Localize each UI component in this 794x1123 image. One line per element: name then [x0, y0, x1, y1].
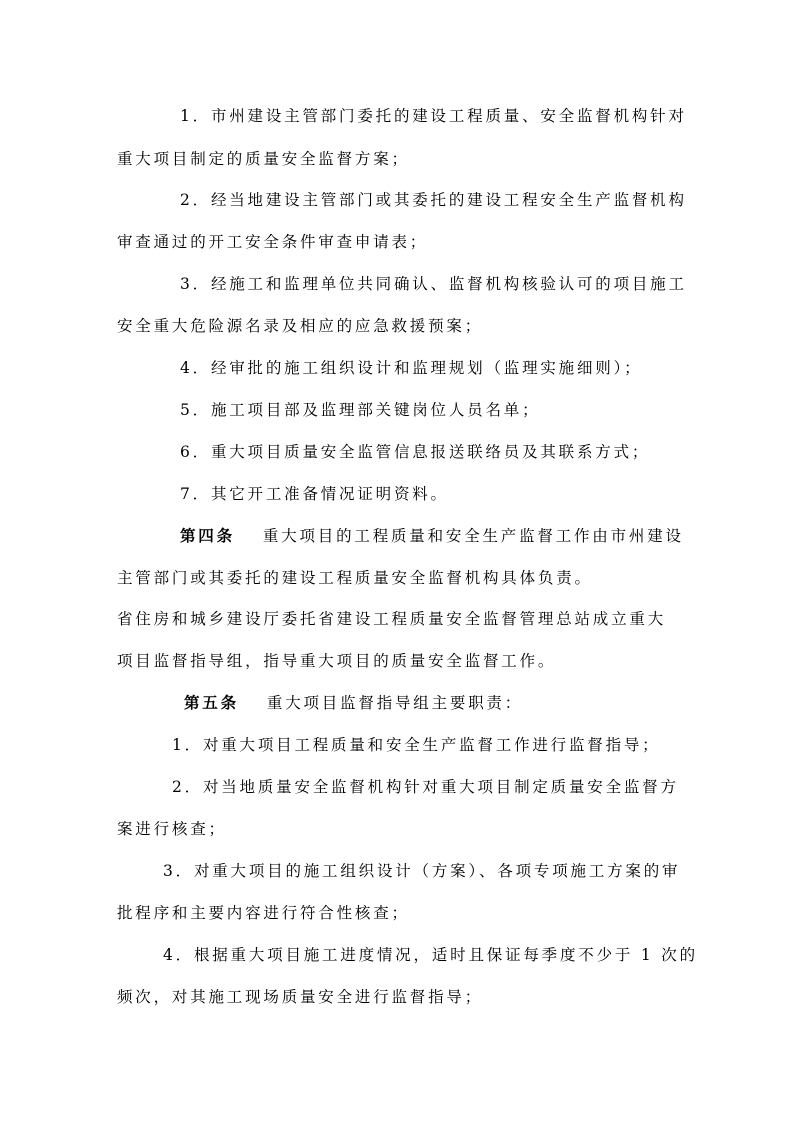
item-3-line-2: 安全重大危险源名录及相应的应急救援预案； [117, 317, 484, 335]
item-2-line-1: 2．经当地建设主管部门或其委托的建设工程安全生产监督机构 [180, 191, 687, 209]
item-2-line-2: 审查通过的开工安全条件审查申请表； [117, 233, 429, 251]
duty-3-line-2: 批程序和主要内容进行符合性核查； [117, 904, 410, 922]
item-3-line-1: 3．经施工和监理单位共同确认、监督机构核验认可的项目施工 [180, 275, 687, 293]
item-1-line-1: 1．市州建设主管部门委托的建设工程质量、安全监督机构针对 [180, 107, 687, 125]
duty-1: 1．对重大项目工程质量和安全生产监督工作进行监督指导； [172, 736, 661, 754]
duty-4-line-1: 4．根据重大项目施工进度情况，适时且保证每季度不少于 1 次的 [163, 946, 698, 964]
item-5: 5．施工项目部及监理部关键岗位人员名单； [180, 401, 541, 419]
item-1-line-2: 重大项目制定的质量安全监督方案； [117, 150, 410, 168]
duty-4-line-2: 频次，对其施工现场质量安全进行监督指导； [117, 988, 484, 1006]
duty-2-line-2: 案进行核查； [117, 820, 227, 838]
article-5-line-1 [184, 693, 523, 713]
item-6: 6．重大项目质量安全监管信息报送联络员及其联系方式； [180, 443, 651, 461]
article-4-line-4: 项目监督指导组，指导重大项目的质量安全监督工作。 [117, 652, 557, 670]
article-5-text: 重大项目监督指导组主要职责： [266, 694, 524, 712]
duty-2-line-1: 2．对当地质量安全监督机构针对重大项目制定质量安全监督方 [172, 778, 679, 796]
article-4-line-3: 省住房和城乡建设厅委托省建设工程质量安全监督管理总站成立重大 [117, 610, 667, 628]
duty-3-line-1: 3．对重大项目的施工组织设计（方案）、各项专项施工方案的审 [163, 862, 681, 880]
article-4-line-1 [180, 526, 684, 546]
article-4-text: 重大项目的工程质量和安全生产监督工作由市州建设 [262, 527, 684, 545]
item-4: 4．经审批的施工组织设计和监理规划（监理实施细则）； [180, 359, 643, 377]
article-5-heading: 第五条 [184, 693, 239, 712]
article-4-line-2: 主管部门或其委托的建设工程质量安全监督机构具体负责。 [117, 569, 593, 587]
item-7: 7．其它开工准备情况证明资料。 [180, 485, 449, 503]
article-4-heading: 第四条 [180, 526, 235, 545]
